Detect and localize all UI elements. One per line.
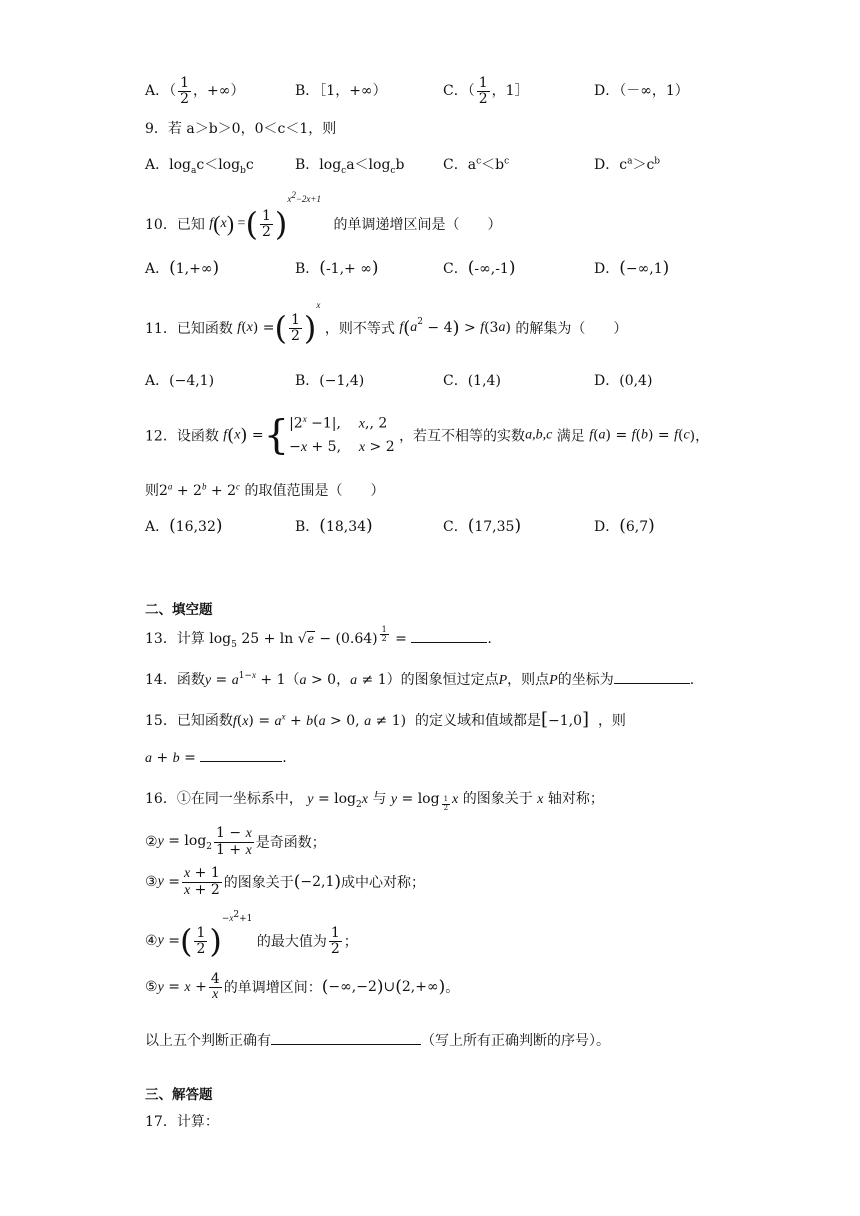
q8-option-d: D．（－∞，1） (594, 83, 689, 99)
q11-option-a: A．(−4,1) (145, 373, 215, 389)
q16-item-5: ⑤y = x + $\frac{4}{x}$ 的单调增区间：(−∞,−2)∪(2,+∞)。 (145, 971, 460, 1002)
q8-option-a: A．（ $\frac{1}{2}$ ，+∞） (145, 75, 245, 107)
q9-option-c: C．$a^c<b^c$ (443, 156, 510, 173)
q8-option-b: B．［1，+∞） (295, 83, 387, 99)
q12-option-c: C．(17,35) (443, 516, 522, 536)
q13: 13．计算 $\log_5 25 + \ln √e - (0.64)$ $^{\frac{1}{2}}$ = . (145, 625, 492, 650)
q16-item-2: ②y = $\log_2$ $\frac{1 - x}{1 + x}$ 是奇函数； (145, 825, 326, 858)
q9-option-a: A．$\log_ac<\log_bc$ (145, 157, 254, 176)
q14: 14．函数$y = a^{1-x} + 1(a > 0$，a ≠ 1）的图象恒过定点P，则点P的坐标为 . (145, 670, 695, 688)
q10-option-d: D．(−∞,1) (594, 258, 670, 278)
q17-stem: 17．计算： (145, 1114, 219, 1130)
q10-option-b: B．(-1,+ ∞) (295, 258, 379, 278)
section-solution-title: 三、解答题 (145, 1087, 213, 1103)
q15-answer-line: a + b = . (145, 750, 287, 766)
q10-stem: 10．已知 f(x) =( $\frac{1}{2}$ )$^{x^2-2x+1}$ 的单调递增区间是（ ） (145, 190, 502, 243)
q9-option-d: D．$c^a>c^b$ (594, 156, 661, 173)
q9-stem: 9．若 a＞b＞0，0＜c＜1，则 (145, 121, 337, 137)
q16-item-4: ④y =( $\frac{1}{2}$ )$^{-x^2+1}$ 的最大值为 $\frac{1}{2}$ ； (145, 910, 358, 960)
q10-option-a: A．(1,+∞) (145, 258, 220, 278)
q11-option-c: C．(1,4) (443, 373, 501, 389)
q10-option-c: C．(-∞,-1) (443, 258, 516, 278)
q8-option-c: C．（ $\frac{1}{2}$ ，1］ (443, 75, 529, 107)
section-fill-in-title: 二、填空题 (145, 602, 213, 618)
q11-option-d: D．(0,4) (594, 373, 653, 389)
q11-stem: 11．已知函数 f(x) =( $\frac{1}{2}$ )$^x$ ，则不等式 $f(a^2 - 4) > f(3a)$ 的解集为（ ） (145, 300, 628, 347)
q12-option-d: D．(6,7) (594, 516, 655, 536)
q9-option-b: B．$\log_ca<\log_cb$ (295, 157, 405, 176)
q12-option-a: A．(16,32) (145, 516, 223, 536)
q12-option-b: B．(18,34) (295, 516, 373, 536)
q12-stem: 12．设函数 f(x) ={ $|2^x -1|$, x,, 2 −x + 5, x > 2 ，若互不相等的实数a,b,c 满足 f(a) = f(b) = f(c)， (145, 412, 710, 459)
q16-conclusion: 以上五个判断正确有 （写上所有正确判断的序号）。 (145, 1033, 610, 1049)
q16-item-1: 16．①在同一坐标系中， $y = \log_2x$ 与 y = log $_{\frac{1}{2}}$ x 的图象关于 x 轴对称； (145, 791, 604, 812)
q15: 15．已知函数$f(x) = a^x + b(a > 0$, a ≠ 1) 的定义域和值域都是[−1,0] ，则 (145, 709, 626, 730)
q16-item-3: ③y = $\frac{x + 1}{x + 2}$ 的图象关于(−2,1)成中心对称； (145, 865, 426, 898)
q12-line2: 则$2^a + 2^b + 2^c$ 的取值范围是（ ） (145, 481, 385, 499)
q11-option-b: B．(−1,4) (295, 373, 365, 389)
